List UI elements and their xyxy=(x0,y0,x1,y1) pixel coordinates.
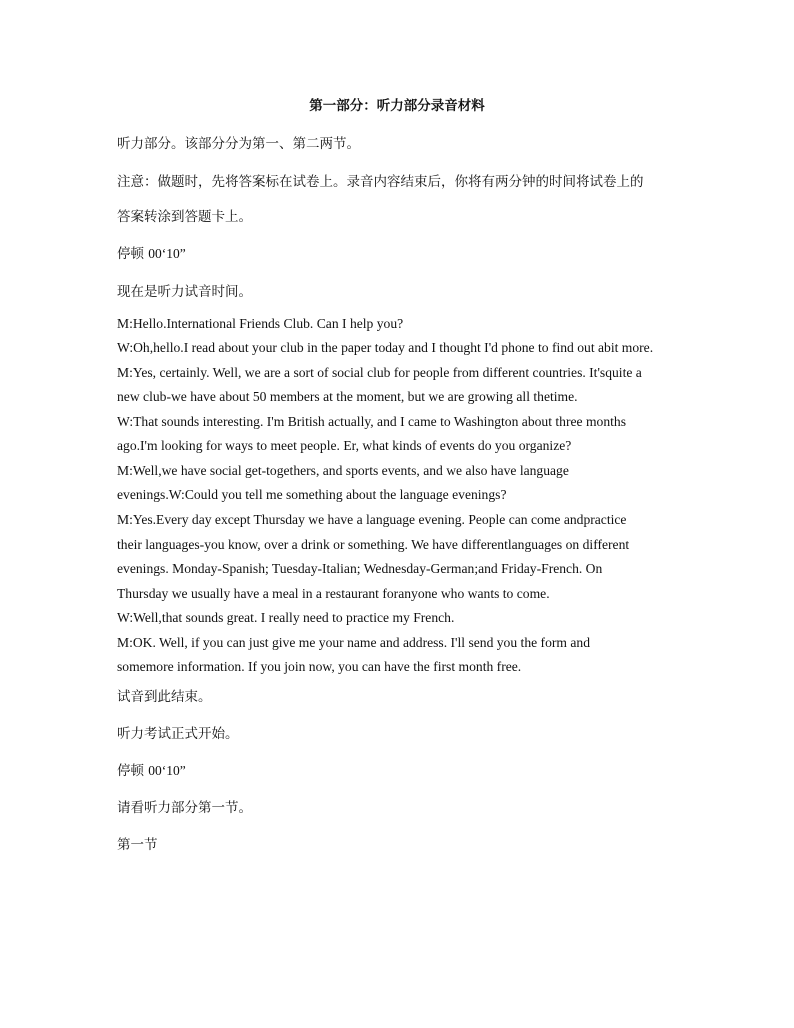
dialogue-line-8: evenings.W:Could you tell me something about the language evenings? xyxy=(117,487,507,502)
dialogue-line-2: W:Oh,hello.I read about your club in the paper today and I thought I'd phone to find out abit more. xyxy=(117,340,654,355)
dialogue-line-1: M:Hello.International Friends Club. Can I help you? xyxy=(117,316,404,331)
pause-instruction-2 xyxy=(117,761,186,781)
pause-label: 停顿 xyxy=(117,246,144,262)
pause-time-2: 00‘10” xyxy=(148,763,186,778)
dialogue-line-13: W:Well,that sounds great. I really need to practice my French. xyxy=(117,610,455,625)
pause-instruction xyxy=(117,244,186,264)
pause-label-2: 停顿 xyxy=(117,763,144,779)
page-title: 第一部分：听力部分录音材料 xyxy=(309,98,485,114)
trial-end-text: 试音到此结束。 xyxy=(117,689,212,705)
trial-start-text: 现在是听力试音时间。 xyxy=(117,284,252,300)
dialogue-line-11: evenings. Monday-Spanish; Tuesday-Italian; Wednesday-German;and Friday-French. On xyxy=(117,561,603,576)
dialogue-line-3: M:Yes, certainly. Well, we are a sort of social club for people from different countries. It'squite a xyxy=(117,365,642,380)
dialogue-line-15: somemore information. If you join now, you can have the first month free. xyxy=(117,659,522,674)
notice-line-1: 注意：做题时，先将答案标在试卷上。录音内容结束后，你将有两分钟的时间将试卷上的 xyxy=(117,174,644,190)
dialogue-line-14: M:OK. Well, if you can just give me your name and address. I'll send you the form and xyxy=(117,635,591,650)
dialogue-line-7: M:Well,we have social get-togethers, and sports events, and we also have language xyxy=(117,463,569,478)
dialogue-line-4: new club-we have about 50 members at the moment, but we are growing all thetime. xyxy=(117,389,578,404)
exam-start-text: 听力考试正式开始。 xyxy=(117,726,239,742)
dialogue-line-5: W:That sounds interesting. I'm British actually, and I came to Washington about three months xyxy=(117,414,627,429)
section-label: 第一节 xyxy=(117,837,158,853)
intro-text: 听力部分。该部分分为第一、第二两节。 xyxy=(117,136,360,152)
pause-time: 00‘10” xyxy=(148,246,186,261)
dialogue-line-9: M:Yes.Every day except Thursday we have a language evening. People can come andpractice xyxy=(117,512,627,527)
dialogue-line-12: Thursday we usually have a meal in a restaurant foranyone who wants to come. xyxy=(117,586,550,601)
section-prompt: 请看听力部分第一节。 xyxy=(117,800,252,816)
notice-line-2: 答案转涂到答题卡上。 xyxy=(117,209,252,225)
dialogue-line-10: their languages-you know, over a drink or something. We have differentlanguages on different xyxy=(117,537,630,552)
dialogue-line-6: ago.I'm looking for ways to meet people. Er, what kinds of events do you organize? xyxy=(117,438,572,453)
